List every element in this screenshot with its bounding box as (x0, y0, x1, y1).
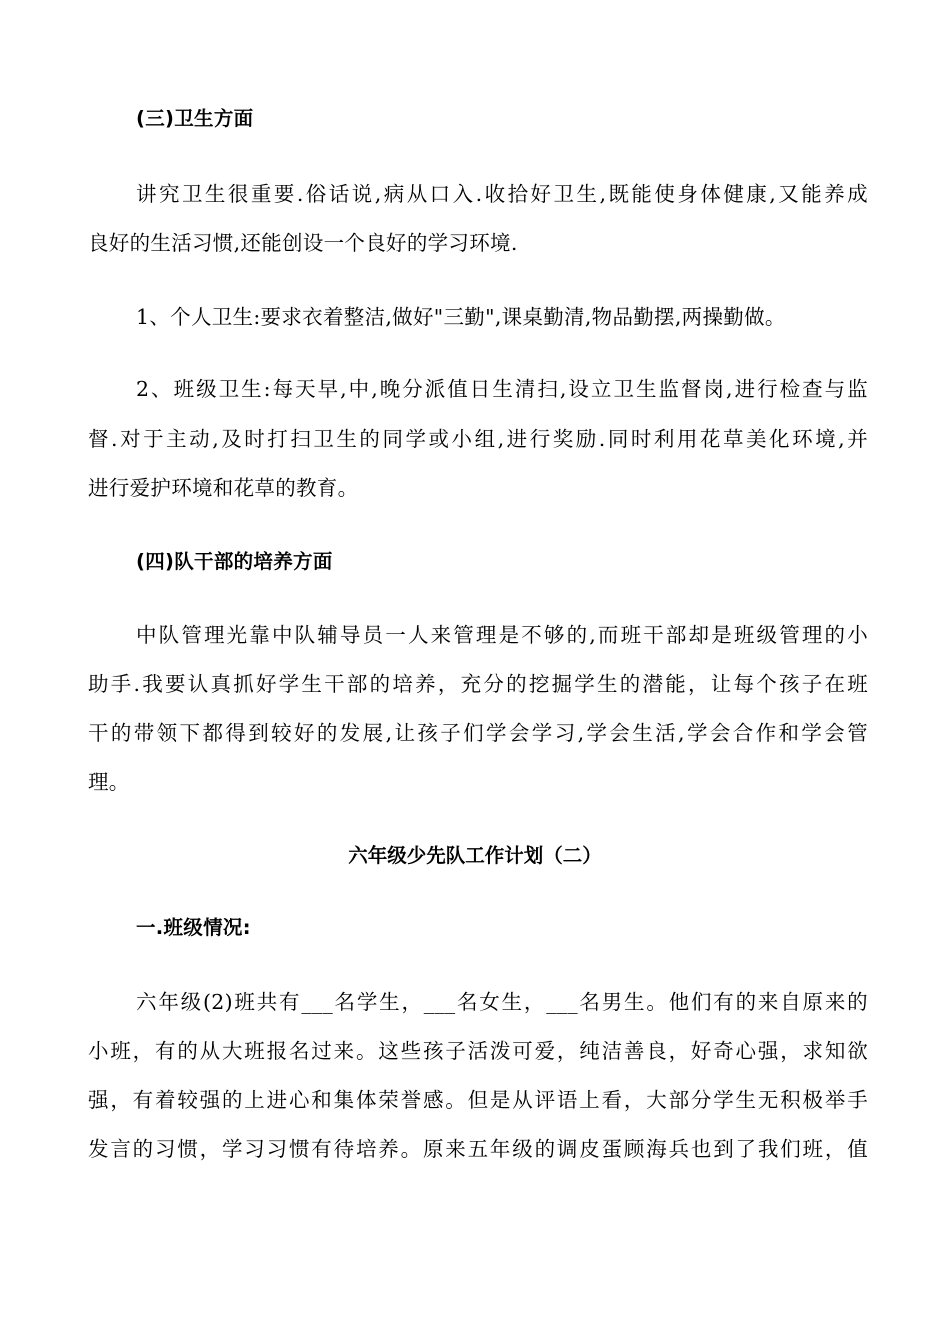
hygiene-item-class-line-2: 督.对于主动,及时打扫卫生的同学或小组,进行奖励.同时利用花草美化环境,并 (88, 427, 868, 451)
hygiene-intro-line-1: 讲究卫生很重要.俗话说,病从口入.收拾好卫生,既能使身体健康,又能养成 (136, 182, 868, 206)
class-situation-line-2: 小班，有的从大班报名过来。这些孩子活泼可爱，纯洁善良，好奇心强，求知欲 (88, 1039, 868, 1063)
section-heading-cadre: (四)队干部的培养方面 (136, 550, 333, 573)
section-heading-hygiene: (三)卫生方面 (136, 107, 254, 130)
class-situation-line-3: 强，有着较强的上进心和集体荣誉感。但是从评语上看，大部分学生无积极举手 (88, 1088, 868, 1112)
cadre-body-line-1: 中队管理光靠中队辅导员一人来管理是不够的,而班干部却是班级管理的小 (136, 623, 868, 647)
class-situation-line-4: 发言的习惯，学习习惯有待培养。原来五年级的调皮蛋顾海兵也到了我们班，值 (88, 1137, 868, 1161)
cadre-body-line-3: 干的带领下都得到较好的发展,让孩子们学会学习,学会生活,学会合作和学会管 (88, 721, 868, 745)
class-situation-line-1: 六年级(2)班共有___名学生，___名女生，___名男生。他们有的来自原来的 (136, 990, 868, 1014)
cadre-body-line-2: 助手.我要认真抓好学生干部的培养，充分的挖掘学生的潜能，让每个孩子在班 (88, 672, 868, 696)
section-heading-class-situation: 一.班级情况: (136, 916, 251, 939)
hygiene-item-class-line-1: 2、班级卫生:每天早,中,晚分派值日生清扫,设立卫生监督岗,进行检查与监 (136, 377, 868, 401)
hygiene-intro-line-2: 良好的生活习惯,还能创设一个良好的学习环境. (88, 231, 518, 255)
cadre-body-line-4: 理。 (88, 770, 130, 794)
hygiene-item-personal: 1、个人卫生:要求衣着整洁,做好"三勤",课桌勤清,物品勤摆,两操勤做。 (136, 305, 786, 329)
hygiene-item-class-line-3: 进行爱护环境和花草的教育。 (88, 476, 359, 500)
document-title: 六年级少先队工作计划（二） (348, 844, 602, 867)
